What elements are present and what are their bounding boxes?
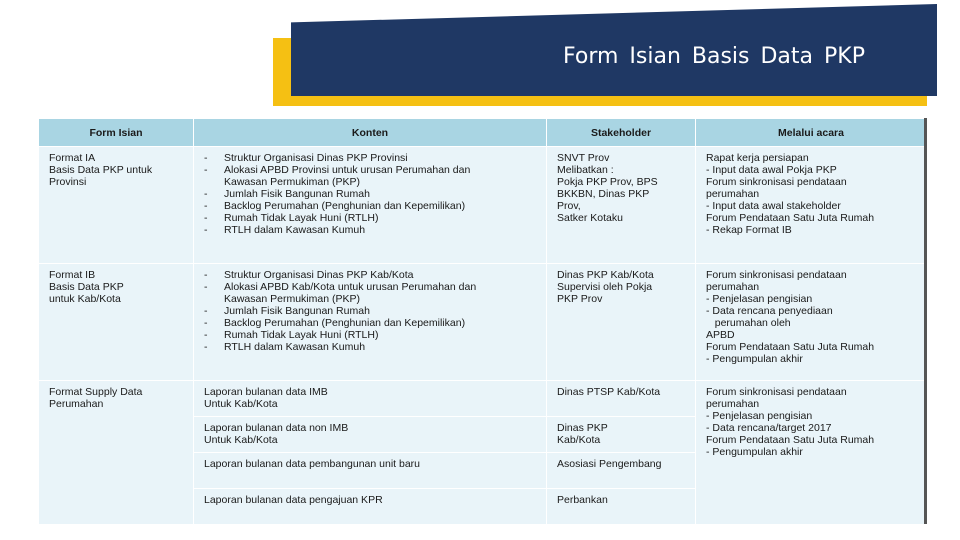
header-stakeholder: Stakeholder	[547, 119, 696, 147]
cell-line: Laporan bulanan data non IMB	[204, 422, 349, 434]
cell-line: Basis Data PKP	[49, 281, 124, 293]
cell-line: Format IB	[49, 269, 96, 281]
cell-line: Melibatkan :	[557, 164, 614, 176]
konten-item	[204, 212, 536, 224]
cell-line: Perumahan	[49, 398, 104, 410]
cell-line: perumahan oleh	[706, 317, 791, 329]
cell-line: perumahan	[706, 398, 760, 410]
cell-konten	[194, 381, 547, 417]
dash-bullet	[204, 293, 224, 305]
header-konten: Konten	[194, 119, 547, 147]
cell-line: Laporan bulanan data IMB	[204, 386, 328, 398]
cell-stakeholder	[547, 453, 696, 489]
dash-bullet	[204, 176, 224, 188]
cell-line: Basis Data PKP untuk	[49, 164, 153, 176]
konten-item	[204, 317, 536, 329]
konten-text: Alokasi APBD Provinsi untuk urusan Perumahan dan	[224, 164, 471, 176]
konten-item	[204, 293, 536, 305]
dash-bullet: -	[204, 317, 208, 329]
cell-line: - Penjelasan pengisian	[706, 410, 813, 422]
konten-item	[204, 176, 536, 188]
cell-stakeholder	[547, 147, 696, 264]
cell-acara	[696, 381, 927, 525]
dash-bullet: -	[204, 329, 208, 341]
konten-text: Struktur Organisasi Dinas PKP Provinsi	[224, 152, 408, 164]
cell-line: Forum sinkronisasi pendataan	[706, 386, 847, 398]
konten-text: Jumlah Fisik Bangunan Rumah	[224, 305, 370, 317]
cell-line: - Pengumpulan akhir	[706, 446, 803, 458]
table-row	[39, 147, 927, 264]
cell-line: Satker Kotaku	[557, 212, 623, 224]
konten-item	[204, 224, 536, 236]
cell-line: Dinas PKP	[557, 422, 608, 434]
cell-form-isian	[39, 264, 194, 381]
konten-text: Backlog Perumahan (Penghunian dan Kepemilikan)	[224, 200, 466, 212]
cell-line: Forum Pendataan Satu Juta Rumah	[706, 434, 875, 446]
cell-line: untuk Kab/Kota	[49, 293, 121, 305]
cell-acara	[696, 264, 927, 381]
dash-bullet: -	[204, 281, 208, 293]
cell-line: - Input data awal stakeholder	[706, 200, 841, 212]
cell-stakeholder	[547, 417, 696, 453]
form-table-container	[38, 118, 926, 524]
cell-line: - Input data awal Pokja PKP	[706, 164, 837, 176]
dash-bullet: -	[204, 152, 208, 164]
konten-text: Struktur Organisasi Dinas PKP Kab/Kota	[224, 269, 414, 281]
cell-line: perumahan	[706, 281, 760, 293]
cell-line: SNVT Prov	[557, 152, 610, 164]
cell-stakeholder	[547, 489, 696, 525]
cell-konten	[194, 264, 547, 381]
cell-line: Prov,	[557, 200, 581, 212]
dash-bullet: -	[204, 341, 208, 353]
cell-line: Provinsi	[49, 176, 87, 188]
cell-line: Rapat kerja persiapan	[706, 152, 809, 164]
table-header-row	[39, 119, 927, 147]
konten-item	[204, 164, 536, 176]
dash-bullet: -	[204, 188, 208, 200]
header-melalui-acara: Melalui acara	[696, 119, 927, 147]
cell-line: Forum sinkronisasi pendataan	[706, 269, 847, 281]
dash-bullet: -	[204, 164, 208, 176]
cell-line: Dinas PKP Kab/Kota	[557, 269, 654, 281]
dash-bullet: -	[204, 305, 208, 317]
cell-konten	[194, 147, 547, 264]
cell-konten	[194, 453, 547, 489]
cell-stakeholder	[547, 264, 696, 381]
konten-item	[204, 269, 536, 281]
cell-form-isian	[39, 381, 194, 525]
cell-konten	[194, 489, 547, 525]
cell-line: - Penjelasan pengisian	[706, 293, 813, 305]
cell-form-isian	[39, 147, 194, 264]
cell-acara	[696, 147, 927, 264]
table-row	[39, 381, 927, 417]
konten-text: Rumah Tidak Layak Huni (RTLH)	[224, 212, 379, 224]
konten-item	[204, 329, 536, 341]
cell-line: Kab/Kota	[557, 434, 601, 446]
dash-bullet: -	[204, 269, 208, 281]
table-row	[39, 264, 927, 381]
konten-item	[204, 281, 536, 293]
dash-bullet: -	[204, 200, 208, 212]
cell-line: Untuk Kab/Kota	[204, 434, 278, 446]
cell-line: Format IA	[49, 152, 96, 164]
cell-line: Untuk Kab/Kota	[204, 398, 278, 410]
dash-bullet: -	[204, 212, 208, 224]
konten-item	[204, 305, 536, 317]
cell-line: Perbankan	[557, 494, 608, 506]
header-form-isian: Form Isian	[39, 119, 194, 147]
konten-text: Jumlah Fisik Bangunan Rumah	[224, 188, 370, 200]
konten-text: Kawasan Permukiman (PKP)	[224, 176, 360, 188]
konten-text: RTLH dalam Kawasan Kumuh	[224, 224, 366, 236]
cell-line: Forum sinkronisasi pendataan	[706, 176, 847, 188]
table-edge	[924, 118, 927, 524]
konten-text: Rumah Tidak Layak Huni (RTLH)	[224, 329, 379, 341]
konten-item	[204, 152, 536, 164]
cell-line: Laporan bulanan data pembangunan unit baru	[204, 458, 421, 470]
cell-line: - Data rencana/target 2017	[706, 422, 832, 434]
cell-line: Forum Pendataan Satu Juta Rumah	[706, 341, 875, 353]
konten-item	[204, 341, 536, 353]
cell-line: Forum Pendataan Satu Juta Rumah	[706, 212, 875, 224]
cell-line: PKP Prov	[557, 293, 603, 305]
konten-item	[204, 200, 536, 212]
cell-line: Asosiasi Pengembang	[557, 458, 662, 470]
cell-line: Dinas PTSP Kab/Kota	[557, 386, 661, 398]
cell-line: - Data rencana penyediaan	[706, 305, 833, 317]
konten-item	[204, 188, 536, 200]
konten-text: Alokasi APBD Kab/Kota untuk urusan Perumahan dan	[224, 281, 477, 293]
cell-line: BKKBN, Dinas PKP	[557, 188, 650, 200]
cell-line: Supervisi oleh Pokja	[557, 281, 653, 293]
cell-konten	[194, 417, 547, 453]
page-title: Form Isian Basis Data PKP	[563, 44, 865, 69]
cell-stakeholder	[547, 381, 696, 417]
dash-bullet: -	[204, 224, 208, 236]
form-table	[38, 118, 926, 524]
cell-line: Format Supply Data	[49, 386, 143, 398]
konten-text: Backlog Perumahan (Penghunian dan Kepemilikan)	[224, 317, 466, 329]
konten-text: Kawasan Permukiman (PKP)	[224, 293, 360, 305]
cell-line: Laporan bulanan data pengajuan KPR	[204, 494, 383, 506]
cell-line: perumahan	[706, 188, 760, 200]
cell-line: Pokja PKP Prov, BPS	[557, 176, 658, 188]
cell-line: - Rekap Format IB	[706, 224, 792, 236]
konten-text: RTLH dalam Kawasan Kumuh	[224, 341, 366, 353]
cell-line: - Pengumpulan akhir	[706, 353, 803, 365]
cell-line: APBD	[706, 329, 735, 341]
